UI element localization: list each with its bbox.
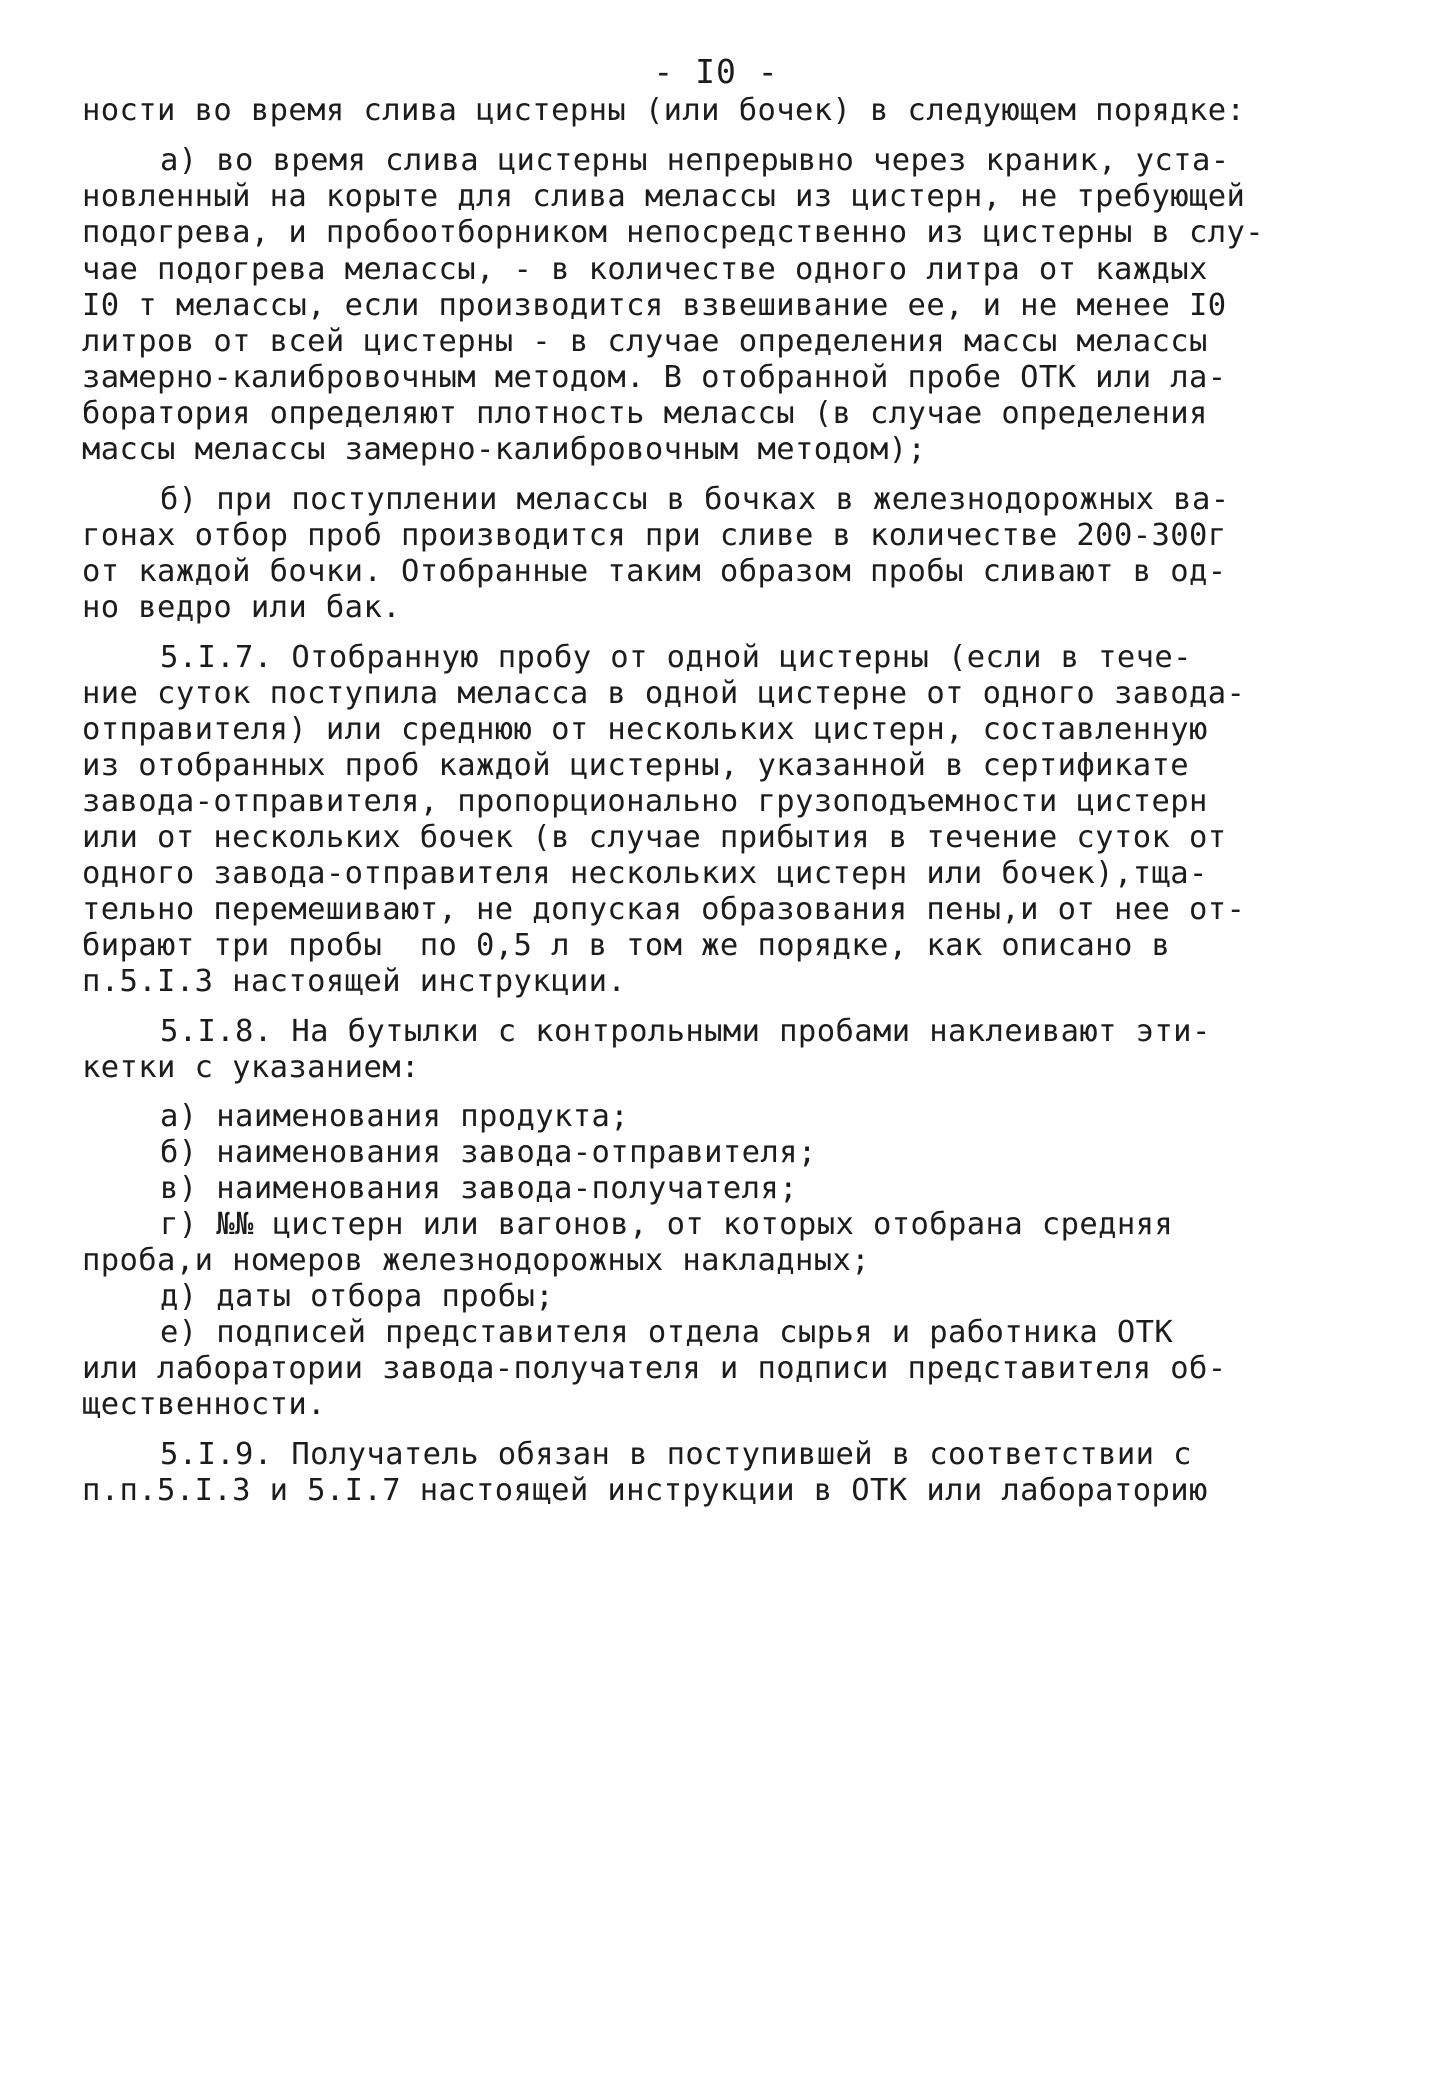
text-line: е) подписей представителя отдела сырья и работника ОТК [160, 1315, 1174, 1350]
text-line: от каждой бочки. Отобранные таким образом пробы сливают в од- [82, 554, 1227, 589]
text-line: отправителя) или среднюю от нескольких цистерн, составленную [82, 712, 1208, 747]
text-line: ности во время слива цистерны (или бочек) в следующем порядке: [82, 93, 1246, 128]
text-line: из отобранных проб каждой цистерны, указанной в сертификате [82, 748, 1189, 783]
text-line: боратория определяют плотность мелассы (в случае определения [82, 396, 1208, 431]
text-line: бирают три пробы по 0,5 л в том же порядке, как описано в [82, 928, 1171, 963]
text-line: одного завода-отправителя нескольких цистерн или бочек),тща- [82, 856, 1208, 891]
text-line: щественности. [82, 1387, 326, 1422]
text-line: 5.I.7. Отобранную пробу от одной цистерны (если в тече- [160, 640, 1192, 675]
text-line: 5.I.9. Получатель обязан в поступившей в соответствии с [160, 1437, 1192, 1472]
text-line: в) наименования завода-получателя; [160, 1171, 798, 1206]
text-line: I0 т мелассы, если производится взвешивание ее, и не менее I0 [82, 288, 1227, 323]
text-line: б) при поступлении мелассы в бочках в железнодорожных ва- [160, 482, 1230, 517]
text-line: п.п.5.I.3 и 5.I.7 настоящей инструкции в ОТК или лабораторию [82, 1473, 1208, 1508]
text-line: замерно-калибровочным методом. В отобранной пробе ОТК или ла- [82, 360, 1227, 395]
text-line: новленный на корыте для слива мелассы из цистерн, не требующей [82, 179, 1246, 214]
text-line: а) во время слива цистерны непрерывно через краник, уста- [160, 143, 1230, 178]
text-line: но ведро или бак. [82, 590, 401, 625]
text-line: б) наименования завода-отправителя; [160, 1135, 817, 1170]
page-number: - I0 - [653, 52, 779, 91]
text-line: тельно перемешивают, не допуская образования пены,и от нее от- [82, 892, 1246, 927]
text-line: завода-отправителя, пропорционально грузоподъемности цистерн [82, 784, 1208, 819]
text-line: или от нескольких бочек (в случае прибытия в течение суток от [82, 820, 1227, 855]
text-line: а) наименования продукта; [160, 1099, 630, 1134]
text-line: или лаборатории завода-получателя и подписи представителя об- [82, 1351, 1227, 1386]
text-line: гонах отбор проб производится при сливе в количестве 200-300г [82, 518, 1227, 553]
text-line: ние суток поступила меласса в одной цистерне от одного завода- [82, 676, 1246, 711]
text-line: п.5.I.3 настоящей инструкции. [82, 964, 627, 999]
text-line: кетки с указанием: [82, 1050, 420, 1085]
text-line: литров от всей цистерны - в случае определения массы мелассы [82, 324, 1208, 359]
text-line: массы мелассы замерно-калибровочным методом); [82, 432, 927, 467]
text-line: чае подогрева мелассы, - в количестве одного литра от каждых [82, 252, 1208, 287]
text-line: подогрева, и пробоотборником непосредственно из цистерны в слу- [82, 215, 1265, 250]
text-line: проба,и номеров железнодорожных накладных; [82, 1243, 871, 1278]
text-line: г) №№ цистерн или вагонов, от которых отобрана средняя [160, 1207, 1174, 1242]
text-line: д) даты отбора пробы; [160, 1279, 555, 1314]
text-line: 5.I.8. На бутылки с контрольными пробами наклеивают эти- [160, 1014, 1211, 1049]
